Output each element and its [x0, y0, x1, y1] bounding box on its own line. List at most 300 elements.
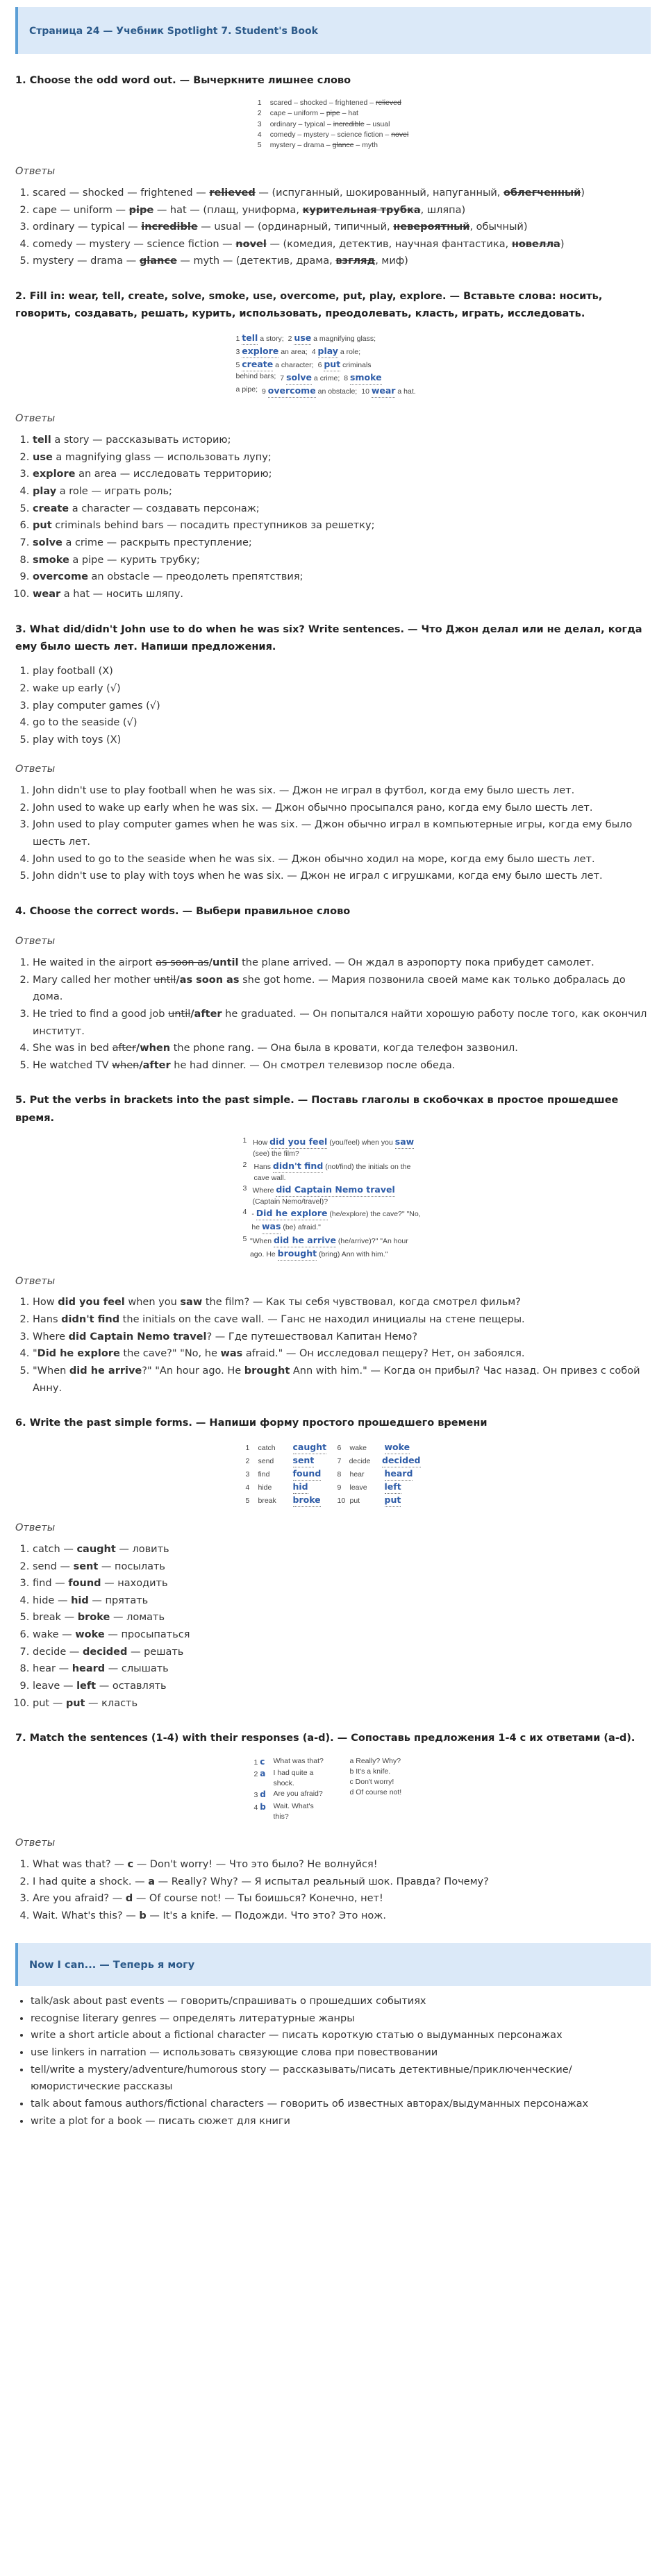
answer-text: a crime — раскрыть преступление;	[62, 537, 252, 548]
skill-item: • write a short article about a fictional character — писать короткую статью о выдуманных персонажах	[31, 2027, 651, 2044]
answer-text: Hans	[33, 1314, 62, 1326]
verb: put	[349, 1497, 360, 1506]
handwritten-answer: woke	[385, 1441, 410, 1454]
exercise-row	[246, 1494, 329, 1507]
answer-item	[33, 1345, 651, 1363]
handwritten-answer: did he arrive	[274, 1234, 336, 1247]
verb: hear	[349, 1470, 365, 1479]
match-letter: b	[139, 1910, 147, 1921]
answer-item	[33, 517, 651, 534]
exercise-text: an obstacle;	[315, 387, 358, 396]
answer-text: ordinary — typical —	[33, 221, 142, 233]
odd-word: incredible	[141, 221, 198, 233]
handwritten-answer: solve	[286, 371, 312, 385]
answer-text: mystery — drama —	[33, 255, 140, 267]
answer-text: — Of course not! — Ты боишься? Конечно, нет!	[133, 1893, 383, 1905]
answer-text: he had dinner. — Он смотрел телевизор после обеда.	[170, 1059, 456, 1071]
past-form: heard	[72, 1663, 106, 1675]
answer-verb: smoke	[33, 554, 69, 566]
past-form: sent	[73, 1560, 99, 1572]
base-verb: leave	[33, 1681, 60, 1692]
answer-text: , миф)	[375, 255, 408, 267]
translation: решать	[144, 1646, 184, 1658]
correct-option: /until	[208, 957, 239, 968]
answer-item	[33, 466, 651, 483]
task5-exercise-image	[15, 1136, 651, 1261]
prompt-item: 5. play with toys (X)	[33, 732, 651, 749]
word-list: – myth	[353, 141, 378, 150]
translation: ловить	[132, 1543, 169, 1555]
exercise-text: (be) afraid."	[281, 1223, 321, 1232]
exercise-row	[338, 1441, 421, 1454]
answer-text: a pipe — курить трубку;	[69, 554, 200, 566]
handwritten-answer: Did he explore	[256, 1207, 328, 1220]
item-number: 6	[317, 361, 324, 370]
task2-title: 2. Fill in: wear, tell, create, solve, smoke, use, overcome, put, play, explore. — Вставьте слова: носить, говорить, создавать, решать, курить, использовать, преодолевать, класть, играть, исследовать.	[15, 291, 603, 320]
answer-item	[33, 1890, 651, 1908]
exercise-text	[270, 119, 390, 130]
answers-label: Ответы	[15, 166, 56, 178]
answer-item	[33, 972, 651, 1006]
exercise-line	[236, 358, 431, 371]
item-number: 6	[337, 1443, 342, 1452]
exercise-segment	[312, 345, 360, 358]
exercise-text: Are you afraid?	[273, 1790, 323, 1799]
answer-text: a story — рассказывать историю;	[51, 435, 231, 446]
response-item: b It's a knife.	[349, 1767, 391, 1776]
verb-form: did he arrive	[69, 1365, 142, 1377]
skill-item: • recognise literary genres — определять литературные жанры	[31, 2010, 651, 2028]
exercise-text: "When	[249, 1236, 274, 1245]
verb: catch	[258, 1443, 276, 1452]
answer-verb: overcome	[33, 571, 88, 583]
answer-verb: create	[33, 503, 69, 514]
now-i-can-banner: Now I can... — Теперь я могу	[15, 1943, 651, 1987]
item-number: 5	[257, 141, 262, 150]
task3-items	[15, 663, 651, 748]
task1-exercise-image	[15, 98, 651, 151]
answer-item: 3. John used to play computer games when he was six. — Джон обычно играл в компьютерные игры, когда ему было шесть лет.	[33, 816, 651, 850]
item-number: 1	[253, 1758, 260, 1767]
base-verb: break	[33, 1612, 62, 1624]
exercise-text: Wait. What's this?	[273, 1801, 314, 1821]
verb: hide	[258, 1483, 272, 1492]
exercise-row	[254, 1789, 331, 1801]
base-verb: hear	[33, 1663, 56, 1675]
prompt-item: 4. go to the seaside (√)	[33, 714, 651, 732]
base-verb: find	[33, 1578, 52, 1590]
exercise-row	[338, 1454, 421, 1467]
task7-answers	[15, 1856, 651, 1925]
crossed-word: incredible	[333, 119, 365, 128]
handwritten-answer: d	[260, 1790, 266, 1800]
answer-item	[33, 1874, 651, 1891]
odd-word: pipe	[128, 204, 154, 216]
answer-item: 4. hide — hid — прятать	[33, 1592, 651, 1610]
item-number: 1	[235, 334, 242, 343]
answer-item: 2. send — sent — посылать	[33, 1558, 651, 1576]
verb-form: was	[220, 1348, 243, 1360]
word-list: ordinary – typical –	[269, 119, 333, 128]
exercise-text	[251, 1207, 423, 1234]
answer-item: 5. John didn't use to play with toys when he was six. — Джон не играл с игрушками, когда ему было шесть лет.	[33, 868, 651, 885]
exercise-text: (he/arrive)?" "An hour ago. He	[249, 1236, 408, 1258]
past-form: decided	[82, 1646, 128, 1658]
exercise-text: (he/explore) the cave?" "No, he	[251, 1210, 421, 1232]
item-number: 2	[242, 1160, 247, 1169]
exercise-line	[236, 332, 431, 345]
answer-text: a role — играть роль;	[56, 486, 172, 498]
base-verb: decide	[33, 1646, 67, 1658]
exercise-text	[270, 140, 378, 151]
wrong-option: until	[153, 974, 176, 986]
prompt-item: 3. play computer games (√)	[33, 698, 651, 715]
odd-word-translation: взгляд	[335, 255, 376, 267]
exercise-segment	[361, 385, 415, 398]
answer-text: , шляпа)	[420, 204, 466, 216]
exercise-text: I had quite a shock.	[273, 1769, 314, 1788]
item-number: 2	[245, 1456, 250, 1465]
answer-text: criminals behind bars — посадить преступников за решетку;	[51, 520, 375, 532]
exercise-row	[258, 98, 409, 108]
answers-label: Ответы	[15, 1522, 56, 1534]
task1-title: 1. Choose the odd word out. — Вычеркните лишнее слово	[15, 74, 351, 86]
base-verb: hide	[33, 1594, 55, 1606]
verb-form: did you feel	[58, 1297, 125, 1308]
answer-item: 2. John used to wake up early when he was six. — Джон обычно просыпался рано, когда ему было шесть лет.	[33, 800, 651, 817]
exercise-row	[338, 1467, 421, 1481]
exercise-row	[254, 1801, 331, 1822]
exercise-segment	[236, 345, 308, 358]
handwritten-answer: overcome	[268, 385, 316, 398]
answer-text: )	[581, 187, 585, 199]
answer-text: How	[33, 1297, 58, 1308]
answer-text: )	[560, 238, 565, 250]
exercise-text: a story;	[258, 334, 284, 343]
task1-answers	[15, 185, 651, 270]
verb: find	[258, 1470, 270, 1479]
exercise-text: (not/find) the initials on the cave wall.	[253, 1162, 411, 1182]
exercise-text: an area;	[278, 347, 308, 356]
answer-item	[33, 449, 651, 466]
exercise-text: Where	[252, 1186, 276, 1195]
item-number: 4	[311, 347, 318, 356]
answer-text: the initials on the cave wall. — Ганс не находил инициалы на стене пещеры.	[119, 1314, 525, 1326]
exercise-text: a character;	[273, 361, 314, 370]
verb: wake	[349, 1443, 367, 1452]
answer-item	[33, 569, 651, 586]
answer-text: — Really? Why? — Я испытал реальный шок. Правда? Почему?	[155, 1876, 489, 1887]
correct-option: /after	[190, 1008, 222, 1020]
answer-text: — (испуганный, шокированный, напуганный,	[255, 187, 504, 199]
item-number: 3	[253, 1791, 260, 1800]
translation: просыпаться	[121, 1629, 190, 1641]
item-number: 7	[280, 374, 287, 383]
item-number: 5	[242, 1234, 247, 1243]
exercise-text: a hat.	[395, 387, 416, 396]
translation: посылать	[115, 1560, 165, 1572]
verb-form: Did he explore	[37, 1348, 120, 1360]
item-number: 3	[242, 1184, 247, 1193]
answer-item: 9. leave — left — оставлять	[33, 1678, 651, 1695]
match-letter: d	[125, 1893, 133, 1905]
answers-label: Ответы	[15, 1275, 56, 1287]
handwritten-answer: sent	[293, 1454, 315, 1467]
answer-item	[33, 1329, 651, 1346]
exercise-text	[253, 1160, 423, 1184]
past-form: left	[76, 1681, 97, 1692]
answer-text: Ann with him." — Когда он прибыл? Час назад. Он привез с собой Анну.	[33, 1365, 640, 1394]
item-number: 4	[242, 1208, 247, 1217]
answer-verb: solve	[33, 537, 63, 548]
handwritten-answer: wear	[372, 385, 396, 398]
odd-word-translation: курительная трубка	[302, 204, 421, 216]
exercise-row	[258, 140, 409, 151]
exercise-text: What was that?	[273, 1756, 324, 1765]
item-number: 1	[245, 1443, 250, 1452]
exercise-text	[252, 1184, 423, 1207]
exercise-text: a pipe;	[235, 385, 258, 394]
handwritten-answer: put	[385, 1494, 401, 1507]
skill-item: • write a plot for a book — писать сюжет для книги	[31, 2113, 651, 2130]
item-number: 9	[262, 387, 268, 396]
verb-form: saw	[180, 1297, 203, 1308]
exercise-row	[338, 1494, 421, 1507]
correct-option: /when	[135, 1043, 171, 1054]
past-form: put	[65, 1697, 85, 1709]
word-list: – hat	[340, 109, 358, 118]
match-box	[254, 1756, 274, 1768]
now-i-can-list	[15, 1993, 651, 2130]
past-form: caught	[76, 1543, 116, 1555]
exercise-segment	[288, 332, 376, 345]
item-number: 3	[257, 119, 262, 128]
answer-item: 7. decide — decided — решать	[33, 1644, 651, 1661]
item-number: 4	[257, 130, 262, 139]
item-number: 7	[337, 1456, 342, 1465]
answer-item	[33, 954, 651, 972]
handwritten-answer: play	[318, 345, 338, 358]
exercise-segment	[318, 358, 372, 371]
item-number: 2	[257, 109, 262, 118]
exercise-line	[236, 345, 431, 358]
answer-text: the plane arrived. — Он ждал в аэропорту пока прибудет самолет.	[238, 957, 594, 968]
answer-item	[33, 1856, 651, 1874]
answer-item	[33, 483, 651, 500]
answer-text: she got home. — Мария позвонила своей маме как только добралась до дома.	[33, 974, 626, 1003]
exercise-row	[254, 1768, 331, 1789]
answer-text: cape — uniform —	[33, 204, 129, 216]
verb-form: brought	[244, 1365, 290, 1377]
handwritten-answer: left	[385, 1481, 401, 1494]
exercise-text: behind bars;	[235, 372, 276, 381]
item-number: 10	[337, 1497, 346, 1506]
odd-word: novel	[235, 238, 267, 250]
word-list: cape – uniform –	[269, 109, 326, 118]
item-number: 2	[253, 1770, 260, 1779]
crossed-word: relieved	[376, 99, 401, 108]
past-form: hid	[71, 1594, 89, 1606]
wrong-option: when	[112, 1059, 140, 1071]
answer-text: , обычный)	[469, 221, 528, 233]
answer-item	[33, 1363, 651, 1397]
answer-text: ?" "An hour ago. He	[142, 1365, 244, 1377]
handwritten-answer: b	[260, 1801, 266, 1812]
answer-text: an obstacle — преодолеть препятствия;	[88, 571, 303, 583]
answer-text: the film? — Как ты себя чувствовал, когда смотрел фильм?	[202, 1297, 521, 1308]
answer-item: 5. break — broke — ломать	[33, 1609, 651, 1626]
answer-text: — myth — (детектив, драма,	[176, 255, 336, 267]
exercise-row	[243, 1136, 424, 1159]
verb: break	[258, 1497, 276, 1506]
exercise-row	[243, 1184, 424, 1207]
answers-label: Ответы	[15, 764, 56, 775]
page-banner: Страница 24 — Учебник Spotlight 7. Student's Book	[15, 7, 651, 54]
answer-item: 4. John used to go to the seaside when he was six. — Джон обычно ходил на море, когда ему было шесть лет.	[33, 851, 651, 868]
handwritten-answer: use	[294, 332, 311, 345]
base-verb: send	[33, 1560, 57, 1572]
exercise-segment	[236, 358, 314, 371]
exercise-text: criminals	[340, 361, 372, 370]
verb-form: didn't find	[61, 1314, 120, 1326]
answer-item	[33, 1006, 651, 1040]
exercise-row	[243, 1207, 424, 1234]
match-box	[254, 1801, 274, 1822]
translation: класть	[101, 1697, 138, 1709]
exercise-row	[246, 1481, 329, 1494]
answer-item: 8. hear — heard — слышать	[33, 1660, 651, 1678]
word-list: mystery – drama –	[269, 141, 333, 150]
item-number: 2	[288, 334, 294, 343]
task7-exercise-image	[15, 1756, 651, 1823]
base-verb: catch	[33, 1543, 60, 1555]
exercise-segment	[344, 371, 381, 385]
exercise-text	[270, 108, 358, 119]
translation: прятать	[105, 1594, 149, 1606]
answer-text: He tried to find a good job	[33, 1008, 169, 1020]
handwritten-answer: caught	[293, 1441, 327, 1454]
item-number: 3	[235, 347, 242, 356]
answer-item: 1. John didn't use to play football when he was six. — Джон не играл в футбол, когда ему было шесть лет.	[33, 782, 651, 800]
odd-word: glance	[139, 255, 177, 267]
item-number: 1	[242, 1136, 247, 1145]
answer-text: the phone rang. — Она была в кровати, когда телефон зазвонил.	[170, 1043, 518, 1054]
wrong-option: as soon as	[156, 957, 209, 968]
answer-item	[33, 1040, 651, 1057]
answer-text: "When	[33, 1365, 69, 1377]
answers-label: Ответы	[15, 1837, 56, 1849]
answer-item	[33, 219, 651, 236]
answer-item	[33, 552, 651, 569]
item-number: 5	[235, 361, 242, 370]
handwritten-answer: saw	[395, 1136, 414, 1149]
item-number: 4	[245, 1483, 250, 1492]
skill-item: • tell/write a mystery/adventure/humorous story — рассказывать/писать детективные/приключенческие/юмористические рассказы	[31, 2062, 651, 2096]
word-list: – usual	[364, 119, 390, 128]
exercise-row	[258, 108, 409, 119]
response-item: a Really? Why?	[349, 1756, 401, 1765]
answer-text: an area — исследовать территорию;	[75, 469, 272, 480]
exercise-text	[253, 1136, 423, 1159]
exercise-line	[236, 371, 431, 385]
answer-verb: play	[33, 486, 57, 498]
answer-text: a hat — носить шляпу.	[60, 588, 184, 600]
exercise-row	[243, 1160, 424, 1184]
verb-form: did Captain Nemo travel	[68, 1331, 207, 1342]
odd-word-translation: невероятный	[393, 221, 470, 233]
task2-answers	[15, 432, 651, 603]
answer-text: — (комедия, детектив, научная фантастика,	[266, 238, 512, 250]
task6-answers	[15, 1541, 651, 1712]
handwritten-answer: brought	[278, 1247, 317, 1261]
answer-verb: wear	[33, 588, 61, 600]
translation: находить	[117, 1578, 168, 1590]
handwritten-answer: was	[262, 1220, 281, 1234]
answer-text: scared — shocked — frightened —	[33, 187, 210, 199]
answer-text: when you	[124, 1297, 181, 1308]
answer-item: 6. wake — woke — просыпаться	[33, 1626, 651, 1644]
skill-item: • talk/ask about past events — говорить/спрашивать о прошедших событиях	[31, 1993, 651, 2010]
handwritten-answer: did you feel	[269, 1136, 327, 1149]
answer-text: the cave?" "No, he	[119, 1348, 221, 1360]
answer-verb: use	[33, 451, 53, 463]
answer-text: — usual — (ординарный, типичный,	[197, 221, 394, 233]
skill-item: • use linkers in narration — использовать связующие слова при повествовании	[31, 2044, 651, 2062]
correct-option: /as soon as	[176, 974, 240, 986]
response-item: c Don't worry!	[349, 1778, 394, 1787]
crossed-word: pipe	[326, 109, 340, 118]
exercise-line	[236, 385, 431, 398]
past-form: woke	[75, 1629, 105, 1641]
answer-item	[33, 1057, 651, 1075]
exercise-segment	[280, 371, 340, 385]
exercise-text: How	[253, 1138, 270, 1147]
handwritten-answer: put	[324, 358, 340, 371]
exercise-text: a role;	[338, 347, 361, 356]
item-number: 8	[337, 1470, 342, 1479]
answer-item	[33, 236, 651, 253]
word-list: scared – shocked – frightened –	[269, 99, 376, 108]
answer-text: — It's a knife. — Подожди. Что это? Это нож.	[146, 1910, 386, 1921]
task5-answers	[15, 1294, 651, 1397]
answer-text: Mary called her mother	[33, 974, 154, 986]
answer-text: — Don't worry! — Что это было? Не волнуйся!	[133, 1858, 378, 1870]
verb: leave	[349, 1483, 367, 1492]
prompt-item: 2. wake up early (√)	[33, 680, 651, 698]
task6-title: 6. Write the past simple forms. — Напиши форму простого прошедшего времени	[15, 1417, 488, 1429]
handwritten-answer: smoke	[350, 371, 382, 385]
answer-verb: tell	[33, 435, 51, 446]
answer-verb: put	[33, 520, 52, 532]
task2-exercise-image	[15, 332, 651, 398]
item-number: 3	[245, 1470, 250, 1479]
item-number: 9	[337, 1483, 342, 1492]
task3-answers	[15, 782, 651, 885]
item-number: 10	[361, 387, 372, 396]
answer-item	[33, 1908, 651, 1925]
exercise-text: a magnifying glass;	[311, 334, 376, 343]
answer-text: He waited in the airport	[33, 957, 156, 968]
item-number: 5	[245, 1497, 250, 1506]
answer-text: — hat — (плащ, униформа,	[153, 204, 303, 216]
odd-word: relieved	[209, 187, 256, 199]
exercise-row	[258, 119, 409, 130]
past-form: broke	[77, 1612, 110, 1624]
handwritten-answer: did Captain Nemo travel	[276, 1184, 394, 1197]
exercise-row	[246, 1454, 329, 1467]
answer-item	[33, 586, 651, 603]
answer-item	[33, 432, 651, 449]
